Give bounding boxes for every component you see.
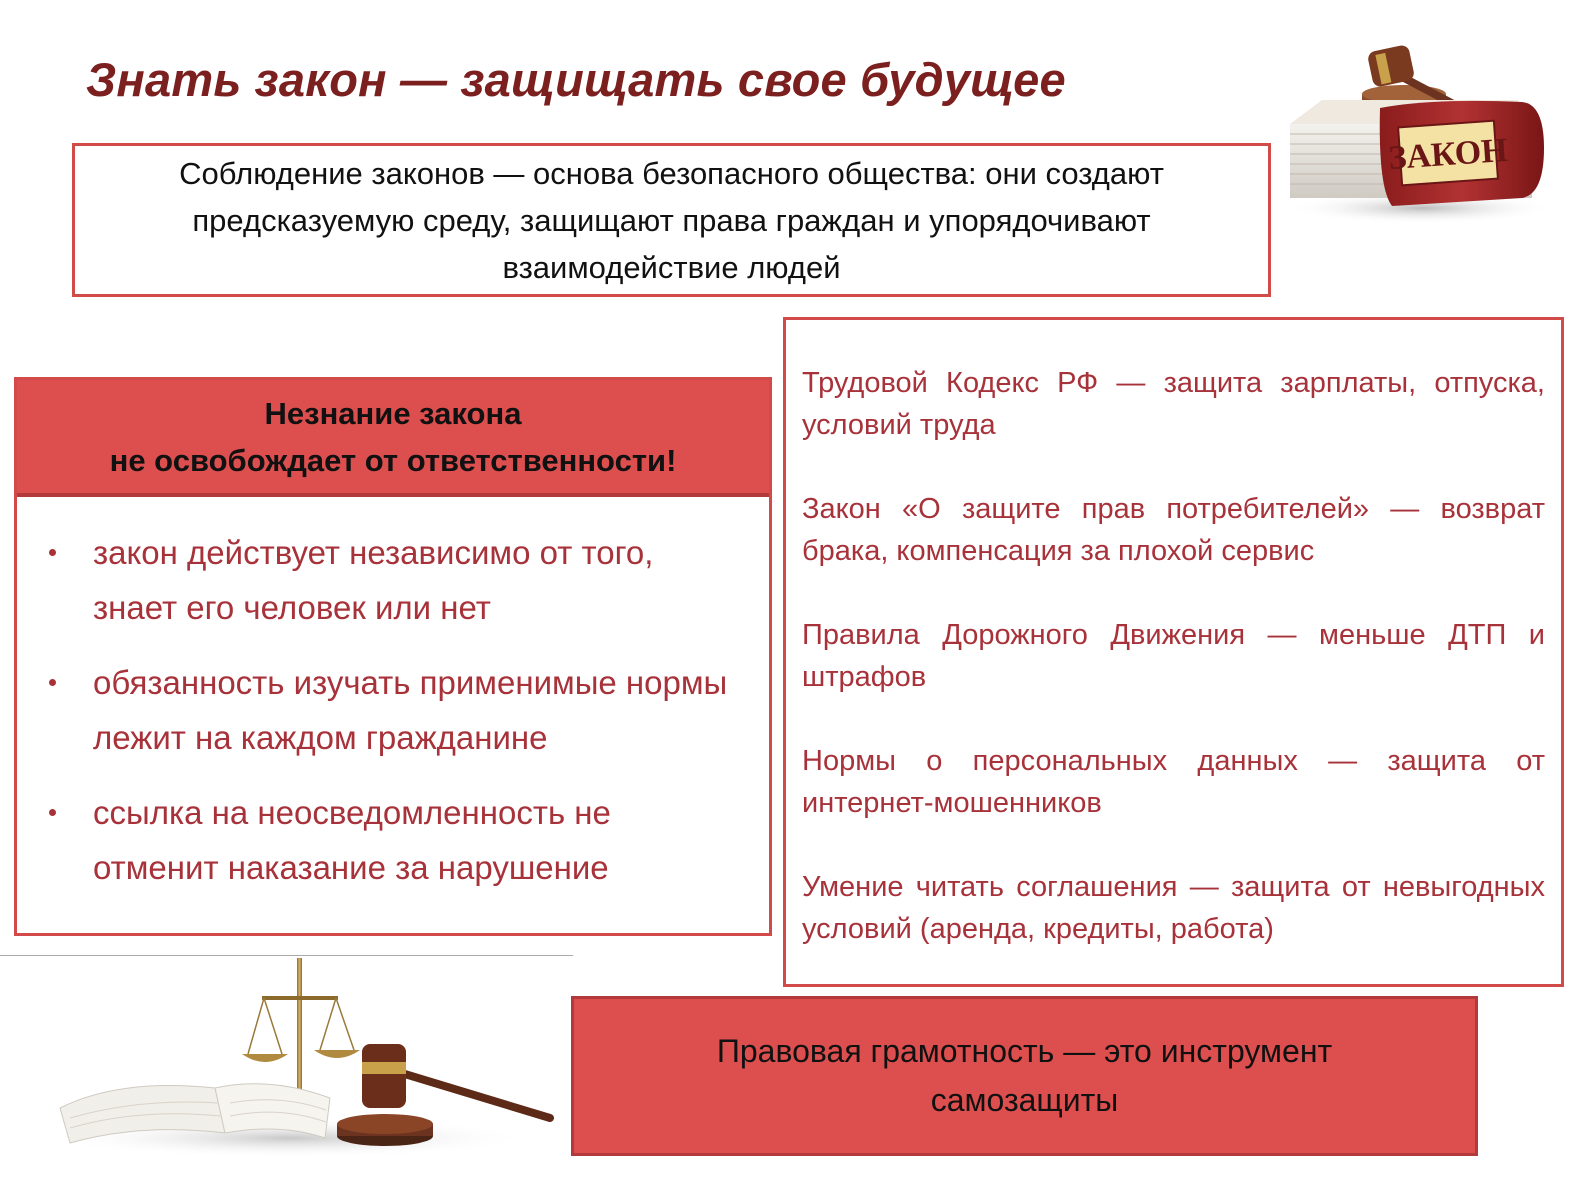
law-item-traffic-rules: Правила Дорожного Движения — меньше ДТП и штрафов <box>802 619 1545 693</box>
ignorance-bullet-list <box>17 497 769 895</box>
bullet-dot-icon <box>49 549 56 556</box>
ignorance-heading-line1: Незнание закона <box>264 395 522 431</box>
scales-book-gavel-illustration <box>40 958 560 1168</box>
divider <box>0 955 573 956</box>
conclusion-text: Правовая грамотность — это инструмент самозащиты <box>716 1033 1333 1118</box>
law-item-agreements: Умение читать соглашения — защита от невыгодных условий (аренда, кредиты, работа) <box>802 871 1545 945</box>
laws-panel <box>783 317 1564 987</box>
bullet-dot-icon <box>49 809 56 816</box>
list-item-text: обязанность изучать применимые нормы лежит на каждом гражданине <box>93 664 728 756</box>
law-book-label: ЗАКОН <box>1387 131 1509 178</box>
list-item-text: ссылка на неосведомленность не отменит наказание за нарушение <box>93 794 611 886</box>
list-item <box>37 525 739 635</box>
law-item-labor-code: Трудовой Кодекс РФ — защита зарплаты, отпуска, условий труда <box>802 367 1545 441</box>
page-title: Знать закон — защищать свое будущее <box>86 53 1066 106</box>
ignorance-heading-line2: не освобождает от ответственности! <box>109 442 677 478</box>
law-book-gavel-illustration <box>1282 38 1562 228</box>
conclusion-box <box>571 996 1478 1156</box>
list-item <box>37 785 739 895</box>
ignorance-panel <box>14 377 772 936</box>
list-item <box>37 655 739 765</box>
intro-box <box>72 143 1271 297</box>
law-item-consumer-rights: Закон «О защите прав потребителей» — возврат брака, компенсация за плохой сервис <box>802 493 1545 567</box>
list-item-text: закон действует независимо от того, знает его человек или нет <box>93 534 654 626</box>
ignorance-panel-header <box>17 380 769 497</box>
intro-text: Соблюдение законов — основа безопасного общества: они создают предсказуемую среду, защищают права граждан и упорядочивают взаимодействие людей <box>179 155 1164 285</box>
bullet-dot-icon <box>49 679 56 686</box>
law-item-personal-data: Нормы о персональных данных — защита от интернет-мошенников <box>802 745 1545 819</box>
